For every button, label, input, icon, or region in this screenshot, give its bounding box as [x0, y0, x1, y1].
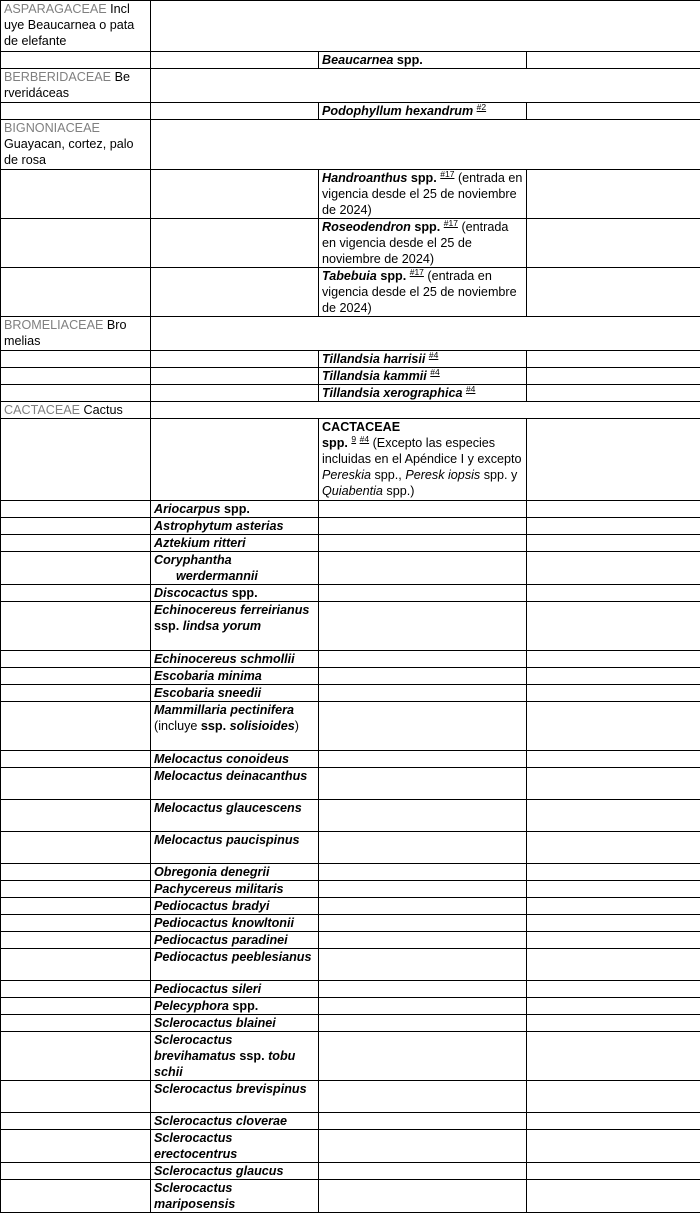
appendix-i-cell — [151, 915, 319, 932]
appendix-i-cell — [151, 1113, 319, 1130]
taxon-row — [1, 1163, 700, 1180]
taxon-row — [1, 103, 700, 120]
taxon-remark: ) — [295, 719, 299, 733]
appendix-i-cell — [151, 768, 319, 800]
appendix-i-cell — [151, 685, 319, 702]
taxon-row — [1, 702, 700, 751]
taxon-remark: (entrada en vigencia desde el 25 de noviembre de 2024) — [322, 171, 522, 217]
family-span-cell — [151, 1, 700, 52]
taxon-row — [1, 552, 700, 585]
taxon-row — [1, 501, 700, 518]
taxon-rank: ssp. — [154, 619, 179, 633]
appendix-i-cell — [151, 932, 319, 949]
taxon-row — [1, 685, 700, 702]
appendix-i-cell — [151, 949, 319, 981]
taxon-name: Sclerocactus erectocentrus — [154, 1131, 237, 1161]
taxon-row — [1, 949, 700, 981]
taxon-row — [1, 351, 700, 368]
family-span-cell — [151, 317, 700, 351]
appendix-i-cell — [151, 1130, 319, 1163]
taxon-row — [1, 1113, 700, 1130]
taxon-name: Podophyllum hexandrum — [322, 104, 473, 118]
family-row-asparagaceae — [1, 1, 700, 52]
appendix-i-cell — [151, 898, 319, 915]
taxon-row — [1, 651, 700, 668]
taxon-rank: spp. — [232, 586, 258, 600]
appendix-ii-cell — [319, 52, 527, 69]
appendix-i-cell — [151, 1163, 319, 1180]
family-row-bignoniaceae — [1, 120, 700, 170]
taxon-name: Peresk iopsis — [405, 468, 480, 482]
appendix-i-cell — [151, 702, 319, 751]
taxon-rank: spp. — [322, 436, 348, 450]
taxon-row — [1, 52, 700, 69]
taxon-remark: (Excepto las especies incluidas en el Apéndice I y excepto — [322, 436, 522, 466]
taxon-row — [1, 1180, 700, 1213]
family-cell — [1, 69, 151, 103]
taxon-name: Pelecyphora — [154, 999, 229, 1013]
annotation-link[interactable]: #17 — [440, 170, 454, 179]
taxon-name: Melocactus deinacanthus — [154, 769, 307, 783]
taxon-name: Obregonia denegrii — [154, 865, 269, 879]
family-row-berberidaceae — [1, 69, 700, 103]
taxon-rank: spp. — [411, 171, 437, 185]
family-cell — [1, 1, 151, 52]
taxon-row — [1, 998, 700, 1015]
taxon-name: Tillandsia kammii — [322, 369, 427, 383]
family-span-cell — [151, 120, 700, 170]
appendix-i-cell — [151, 832, 319, 864]
taxon-remark: (entrada en vigencia desde el 25 de noviembre de 2024) — [322, 269, 517, 315]
taxon-row — [1, 585, 700, 602]
family-name: BIGNONIACEAE — [4, 121, 100, 135]
taxon-name: Coryphantha — [154, 553, 232, 567]
family-common-name: Be rveridáceas — [4, 70, 130, 100]
family-name: BERBERIDACEAE — [4, 70, 111, 84]
appendix-ii-cell — [319, 385, 527, 402]
taxon-row — [1, 1081, 700, 1113]
annotation-link[interactable]: #17 — [444, 219, 458, 228]
taxon-name: Astrophytum asterias — [154, 519, 283, 533]
taxon-name: Melocactus conoideus — [154, 752, 289, 766]
taxon-name: Pereskia — [322, 468, 371, 482]
taxon-name: Sclerocactus cloverae — [154, 1114, 287, 1128]
taxon-name: Quiabentia — [322, 484, 383, 498]
annotation-link[interactable]: 9 — [351, 434, 356, 444]
taxon-name: Sclerocactus brevispinus — [154, 1082, 307, 1096]
taxon-name: Pediocactus paradinei — [154, 933, 288, 947]
appendix-ii-cell — [319, 103, 527, 120]
taxon-name: werdermannii — [154, 569, 258, 583]
family-row-cactaceae — [1, 402, 700, 419]
taxon-name: Sclerocactus mariposensis — [154, 1181, 235, 1211]
appendix-i-cell — [151, 535, 319, 552]
taxon-name: Escobaria sneedii — [154, 686, 261, 700]
appendix-ii-cell — [319, 419, 527, 501]
appendix-ii-cell — [319, 368, 527, 385]
taxon-name: Echinocereus ferreirianus — [154, 603, 309, 617]
taxon-name: Melocactus paucispinus — [154, 833, 300, 847]
family-cell — [1, 317, 151, 351]
taxon-row — [1, 864, 700, 881]
annotation-link[interactable]: #4 — [360, 434, 369, 444]
taxon-name: Pediocactus bradyi — [154, 899, 269, 913]
family-common-name: Bro melias — [4, 318, 127, 348]
taxon-rank: spp. — [380, 269, 406, 283]
family-name: ASPARAGACEAE — [4, 2, 107, 16]
taxon-rank: spp., — [375, 468, 402, 482]
family-name: CACTACEAE — [4, 403, 80, 417]
taxon-row — [1, 668, 700, 685]
taxon-remark: (entrada en vigencia desde el 25 de noviembre de 2024) — [322, 220, 508, 266]
taxon-row — [1, 1032, 700, 1081]
taxon-rank: spp. — [414, 220, 440, 234]
appendix-ii-cell — [319, 351, 527, 368]
taxon-name: Tillandsia harrisii — [322, 352, 425, 366]
taxon-name: Pediocactus peeblesianus — [154, 950, 311, 964]
annotation-link[interactable]: #2 — [477, 103, 486, 112]
appendix-i-cell — [151, 501, 319, 518]
taxon-row — [1, 518, 700, 535]
taxon-name: Mammillaria pectinifera — [154, 703, 294, 717]
annotation-link[interactable]: #17 — [410, 268, 424, 277]
taxon-row — [1, 981, 700, 998]
appendix-i-cell — [151, 751, 319, 768]
appendix-ii-cell — [319, 170, 527, 219]
family-span-cell — [151, 69, 700, 103]
appendix-ii-cell — [319, 219, 527, 268]
appendix-i-cell — [151, 602, 319, 651]
taxon-name: solisioides — [230, 719, 295, 733]
taxon-name: lindsa yorum — [183, 619, 261, 633]
family-name: BROMELIACEAE — [4, 318, 103, 332]
taxon-row — [1, 1015, 700, 1032]
family-common-name: Incl uye Beaucarnea o pata de elefante — [4, 2, 134, 48]
taxon-name: Tillandsia xerographica — [322, 386, 462, 400]
family-row-bromeliaceae — [1, 317, 700, 351]
appendix-i-cell — [151, 864, 319, 881]
taxon-row — [1, 268, 700, 317]
taxon-rank: ssp. — [201, 719, 226, 733]
taxon-row — [1, 800, 700, 832]
taxon-row — [1, 915, 700, 932]
annotation-link[interactable]: #4 — [430, 368, 439, 377]
taxon-rank: ssp. — [239, 1049, 264, 1063]
taxon-name: Melocactus glaucescens — [154, 801, 302, 815]
taxon-row — [1, 219, 700, 268]
taxon-rank: spp.) — [386, 484, 414, 498]
taxon-name: Sclerocactus glaucus — [154, 1164, 284, 1178]
family-common-name: Guayacan, cortez, palo de rosa — [4, 137, 134, 167]
taxon-name: Escobaria minima — [154, 669, 262, 683]
taxon-row — [1, 1130, 700, 1163]
taxon-name: Sclerocactus blainei — [154, 1016, 276, 1030]
taxon-remark: (incluye — [154, 719, 197, 733]
taxon-row — [1, 535, 700, 552]
taxon-name: Roseodendron — [322, 220, 411, 234]
taxon-row — [1, 170, 700, 219]
taxon-row — [1, 932, 700, 949]
taxon-rank: spp. — [397, 53, 423, 67]
family-cell — [1, 402, 151, 419]
taxon-row — [1, 385, 700, 402]
taxon-rank: spp. — [224, 502, 250, 516]
annotation-link[interactable]: #4 — [429, 351, 438, 360]
taxon-name: CACTACEAE — [322, 420, 400, 434]
appendix-i-cell — [151, 1032, 319, 1081]
taxon-rank: spp. — [232, 999, 258, 1013]
taxon-name: Pediocactus knowltonii — [154, 916, 294, 930]
appendix-i-cell — [151, 1180, 319, 1213]
annotation-link[interactable]: #4 — [466, 385, 475, 394]
taxon-name: Echinocereus schmollii — [154, 652, 295, 666]
appendix-ii-cell — [319, 268, 527, 317]
taxon-rank: spp. y — [484, 468, 518, 482]
taxon-name: Pediocactus sileri — [154, 982, 261, 996]
appendix-i-cell — [151, 668, 319, 685]
appendix-i-cell — [151, 881, 319, 898]
appendix-i-cell — [151, 800, 319, 832]
taxon-name: Sclerocactus brevihamatus — [154, 1033, 236, 1063]
taxon-name: Tabebuia — [322, 269, 377, 283]
appendix-i-cell — [151, 1015, 319, 1032]
taxon-name: Beaucarnea — [322, 53, 393, 67]
taxon-row — [1, 832, 700, 864]
taxon-name: Handroanthus — [322, 171, 407, 185]
taxon-name: Discocactus — [154, 586, 228, 600]
taxon-row — [1, 419, 700, 501]
taxon-name: Ariocarpus — [154, 502, 221, 516]
taxon-name: tobu schii — [154, 1049, 295, 1079]
taxon-row — [1, 898, 700, 915]
appendix-i-cell — [151, 518, 319, 535]
taxon-row — [1, 602, 700, 651]
appendix-i-cell — [151, 552, 319, 585]
appendix-i-cell — [151, 585, 319, 602]
taxon-row — [1, 881, 700, 898]
appendix-i-cell — [151, 981, 319, 998]
appendix-i-cell — [151, 1081, 319, 1113]
taxon-row — [1, 751, 700, 768]
family-span-cell — [151, 402, 700, 419]
family-common-name: Cactus — [84, 403, 123, 417]
appendix-i-cell — [151, 998, 319, 1015]
taxon-row — [1, 368, 700, 385]
taxon-name: Aztekium ritteri — [154, 536, 246, 550]
taxon-row — [1, 768, 700, 800]
taxon-name: Pachycereus militaris — [154, 882, 284, 896]
family-cell — [1, 120, 151, 170]
appendix-i-cell — [151, 651, 319, 668]
